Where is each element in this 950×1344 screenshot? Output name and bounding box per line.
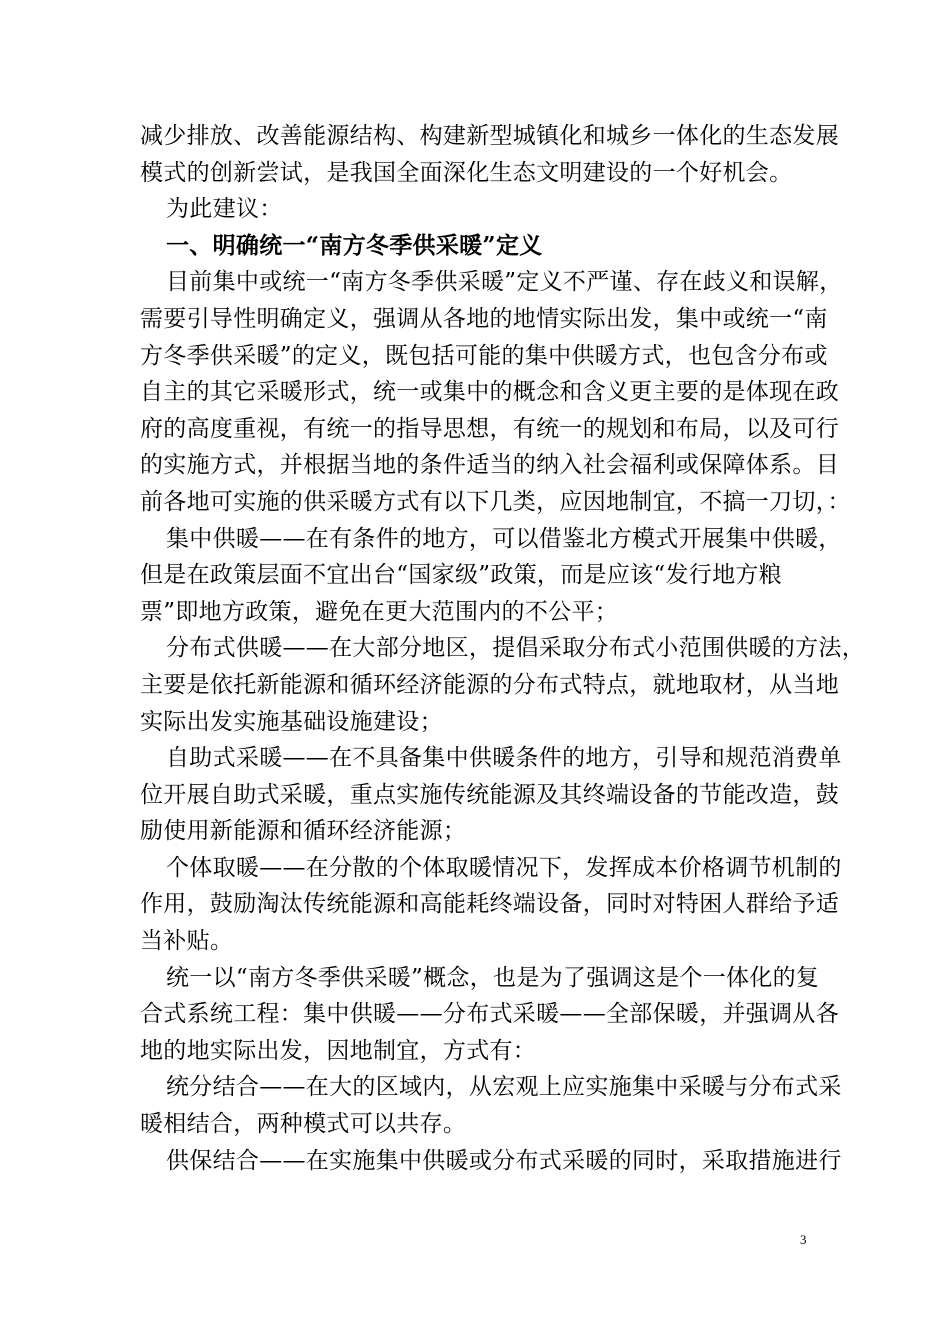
text-line: 模式的创新尝试，是我国全面深化生态文明建设的一个好机会。 [140, 159, 793, 186]
page-number: 3 [800, 1232, 807, 1247]
text-line: 自助式采暖——在不具备集中供暖条件的地方，引导和规范消费单 [166, 745, 842, 772]
text-line: 方冬季供采暖”的定义，既包括可能的集中供暖方式，也包含分布或 [140, 342, 828, 369]
text-line: 但是在政策层面不宜出台“国家级”政策，而是应该“发行地方粮 [140, 562, 782, 589]
text-line: 府的高度重视，有统一的指导思想，有统一的规划和布局，以及可行 [140, 415, 839, 442]
text-line: 个体取暖——在分散的个体取暖情况下，发挥成本价格调节机制的 [166, 854, 842, 881]
text-line: 统分结合——在大的区域内，从宏观上应实施集中采暖与分布式采 [166, 1074, 842, 1101]
text-line: 暖相结合，两种模式可以共存。 [140, 1111, 467, 1138]
text-line: 位开展自助式采暖，重点实施传统能源及其终端设备的节能改造，鼓 [140, 781, 839, 808]
text-line: 作用，鼓励淘汰传统能源和高能耗终端设备，同时对特困人群给予适 [140, 891, 839, 918]
body-text [140, 118, 865, 1179]
text-line: 合式系统工程：集中供暖——分布式采暖——全部保暖，并强调从各 [140, 1001, 839, 1028]
text-line: 主要是依托新能源和循环经济能源的分布式特点，就地取材，从当地 [140, 671, 839, 698]
text-line: 实际出发实施基础设施建设； [140, 708, 443, 735]
text-line: 的实施方式，并根据当地的条件适当的纳入社会福利或保障体系。目 [140, 452, 839, 479]
text-line: 为此建议： [166, 196, 283, 223]
text-line: 前各地可实施的供采暖方式有以下几类，应因地制宜，不搞一刀切，： [140, 488, 851, 515]
section-heading: 一、明确统一“南方冬季供采暖”定义 [166, 231, 543, 259]
text-line: 统一以“南方冬季供采暖”概念，也是为了强调这是个一体化的复 [166, 964, 820, 991]
text-line: 目前集中或统一“南方冬季供采暖”定义不严谨、存在歧义和误解， [166, 269, 843, 296]
text-line: 自主的其它采暖形式，统一或集中的概念和含义更主要的是体现在政 [140, 379, 839, 406]
text-line: 当补贴。 [140, 928, 234, 955]
text-line: 集中供暖——在有条件的地方，可以借鉴北方模式开展集中供暖， [166, 525, 842, 552]
text-line: 供保结合——在实施集中供暖或分布式采暖的同时，采取措施进行 [166, 1147, 842, 1174]
text-line: 地的地实际出发，因地制宜，方式有： [140, 1037, 537, 1064]
text-line: 需要引导性明确定义，强调从各地的地情实际出发，集中或统一“南 [140, 305, 828, 332]
text-line: 分布式供暖——在大部分地区，提倡采取分布式小范围供暖的方法， [166, 635, 865, 662]
text-line: 票”即地方政策，避免在更大范围内的不公平； [140, 598, 619, 625]
text-line: 励使用新能源和循环经济能源； [140, 818, 467, 845]
text-line: 减少排放、改善能源结构、构建新型城镇化和城乡一体化的生态发展 [140, 123, 839, 149]
